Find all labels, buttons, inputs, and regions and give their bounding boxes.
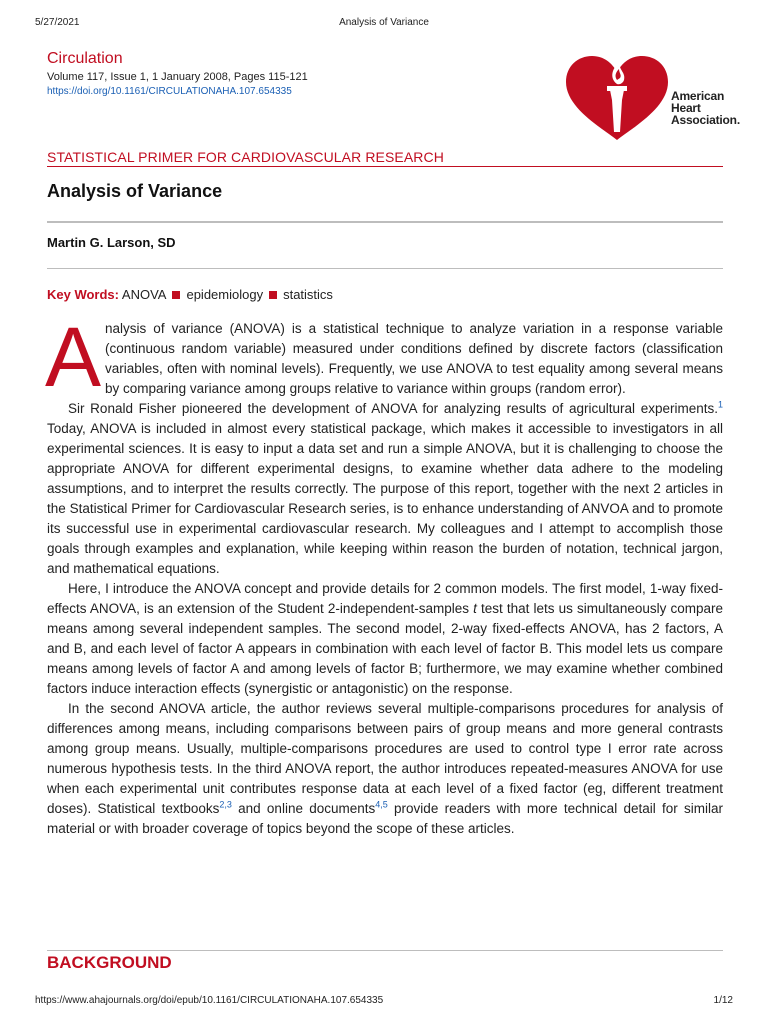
keyword-anova[interactable]: ANOVA: [121, 287, 167, 302]
aha-wordmark-line1: American: [671, 89, 725, 103]
aha-wordmark-line2: Heart: [671, 101, 701, 115]
section-divider: [47, 950, 723, 951]
paragraph-2: [47, 399, 723, 579]
reference-link-4-5[interactable]: 4,5: [375, 799, 388, 810]
paragraph-2-text-a: Sir Ronald Fisher pioneered the development of ANOVA for analyzing results of agricultural experiments.: [68, 401, 718, 416]
drop-cap: A: [45, 310, 102, 404]
paragraph-3-text-a: Here, I introduce the ANOVA concept and provide details for 2 common models. The first model, 1-way fixed-effects ANOVA, is an extension of the Student 2-independent-samples: [47, 581, 723, 616]
reference-link-1[interactable]: 1: [717, 399, 723, 410]
t-test-italic: t: [473, 601, 477, 616]
keywords: [47, 287, 333, 302]
paragraph-4: [47, 699, 723, 839]
doi-link[interactable]: https://doi.org/10.1161/CIRCULATIONAHA.107.654335: [47, 86, 292, 97]
author-divider: [47, 268, 723, 269]
reference-link-2-3[interactable]: 2,3: [219, 799, 232, 810]
journal-info: [47, 50, 308, 97]
keyword-statistics[interactable]: statistics: [283, 287, 333, 302]
page-number: 1/12: [713, 995, 733, 1006]
paragraph-1-text: nalysis of variance (ANOVA) is a statistical technique to analyze variation in a response variable (continuous random variable) measured under conditions defined by discrete factors (classification variables, often with nominal levels). Frequently, we use ANOVA to test equality among several means by comparing variance among groups relative to variance within groups (random error).: [105, 321, 723, 396]
journal-name-link[interactable]: Circulation: [47, 50, 123, 67]
series-label: STATISTICAL PRIMER FOR CARDIOVASCULAR RESEARCH: [47, 149, 723, 167]
paragraph-4-text-c: provide readers with more technical detail for similar material or with broader coverage of topics beyond the scope of these articles.: [47, 801, 724, 836]
aha-wordmark: [671, 90, 740, 126]
keyword-epidemiology[interactable]: epidemiology: [186, 287, 264, 302]
aha-wordmark-line3: Association.: [671, 113, 740, 127]
paragraph-4-text-a: In the second ANOVA article, the author reviews several multiple-comparisons procedures for analysis of differences among means, including comparisons between pairs of group means and more general contrasts among group means. Usually, multiple-comparisons procedures are used to control type I error rate across numerous hypothesis tests. In the third ANOVA report, the author introduces repeated-measures ANOVA for use when each experimental unit contributes response data at each level of a fixed factor (eg, different treatment doses). Statistical textbooks: [47, 701, 723, 816]
article-body: [45, 310, 724, 839]
print-url: https://www.ahajournals.org/doi/epub/10.1161/CIRCULATIONAHA.107.654335: [35, 995, 384, 1006]
print-date: 5/27/2021: [35, 17, 80, 28]
paragraph-3: [47, 579, 723, 699]
author-name[interactable]: Martin G. Larson, SD: [47, 235, 176, 250]
heart-torch-icon: [562, 50, 672, 142]
print-title: Analysis of Variance: [339, 17, 429, 28]
paragraph-2-text-b: Today, ANOVA is included in almost every statistical package, which makes it accessible to investigators in all experimental sciences. It is easy to input a data set and run a simple ANOVA, but it is challenging to choose the appropriate ANOVA for different experimental designs, to examine whether data adhere to the modeling assumptions, and to interpret the results correctly. The purpose of this report, together with the next 2 articles in the Statistical Primer for Cardiovascular Research series, is to enhance understanding of ANVOA and to promote its successful use in experimental cardiovascular research. My colleagues and I attempt to accomplish those goals through examples and explanation, while keeping within reason the burden of notation, technical jargon, and mathematical equations.: [47, 421, 723, 576]
bullet-square-icon: [269, 291, 277, 299]
keywords-label: Key Words:: [47, 287, 119, 302]
paragraph-4-text-b: and online documents: [231, 801, 376, 816]
print-header: [0, 17, 768, 31]
aha-logo[interactable]: [562, 50, 740, 142]
paragraph-1: [45, 310, 723, 404]
section-heading-background: BACKGROUND: [47, 953, 172, 972]
paragraph-3-text-b: test that lets us simultaneously compare means among several independent samples. The second model, 2-way fixed-effects ANOVA, has 2 factors, A and B, and each level of factor A appears in combination with each level of factor B. This model lets us compare means among levels of factor A and among levels of factor B; furthermore, we may examine whether combined factors induce interaction effects (synergistic or antagonistic) on the response.: [47, 601, 723, 696]
bullet-square-icon: [172, 291, 180, 299]
article-title: Analysis of Variance: [47, 181, 223, 201]
journal-volume: Volume 117, Issue 1, 1 January 2008, Pages 115-121: [47, 71, 308, 83]
title-divider: [47, 221, 723, 223]
